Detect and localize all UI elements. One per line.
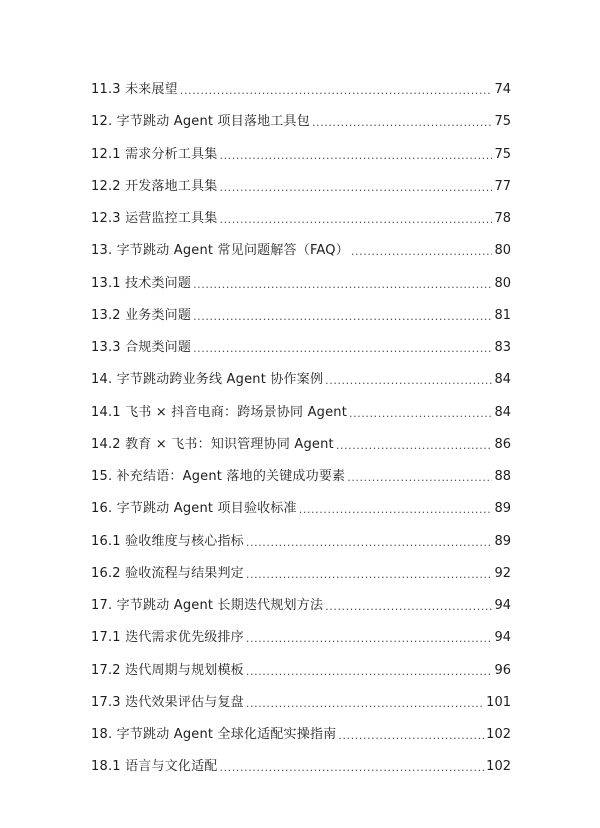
toc-entry-title: 16.1 验收维度与核心指标 <box>91 533 244 549</box>
toc-entry[interactable] <box>91 171 511 203</box>
dot-leader <box>246 631 493 647</box>
toc-entry-title: 15. 补充结语：Agent 落地的关键成功要素 <box>91 469 346 485</box>
toc-entry[interactable] <box>91 558 511 590</box>
dot-leader <box>180 83 493 99</box>
dot-leader <box>193 341 492 357</box>
dot-leader <box>349 406 492 422</box>
toc-entry-page-number: 74 <box>494 82 511 98</box>
toc-entry-title: 18.1 语言与文化适配 <box>91 759 218 775</box>
toc-entry-title: 11.3 未来展望 <box>91 82 178 98</box>
toc-entry[interactable] <box>91 300 511 332</box>
toc-entry[interactable] <box>91 429 511 461</box>
dot-leader <box>219 148 492 164</box>
toc-entry-title: 17.1 迭代需求优先级排序 <box>91 630 244 646</box>
toc-entry[interactable] <box>91 268 511 300</box>
toc-entry-page-number: 92 <box>494 565 511 581</box>
dot-leader <box>336 438 493 454</box>
toc-entry-page-number: 75 <box>494 114 511 130</box>
toc-entry[interactable] <box>91 235 511 267</box>
toc-entry-page-number: 81 <box>494 307 511 323</box>
dot-leader <box>312 115 493 131</box>
toc-entry-page-number: 75 <box>494 146 511 162</box>
toc-entry[interactable] <box>91 751 511 783</box>
toc-entry-title: 13.1 技术类问题 <box>91 275 192 291</box>
toc-entry[interactable] <box>91 203 511 235</box>
toc-entry-title: 13. 字节跳动 Agent 常见问题解答（FAQ） <box>91 243 349 259</box>
toc-entry[interactable] <box>91 364 511 396</box>
dot-leader <box>246 567 493 583</box>
toc-entry-page-number: 94 <box>494 598 511 614</box>
toc-entry[interactable] <box>91 461 511 493</box>
toc-entry-page-number: 86 <box>494 436 511 452</box>
toc-entry-title: 17.3 迭代效果评估与复盘 <box>91 694 244 710</box>
toc-entry[interactable] <box>91 719 511 751</box>
toc-entry-page-number: 83 <box>494 340 511 356</box>
toc-entry-title: 17.2 迭代周期与规划模板 <box>91 662 244 678</box>
dot-leader <box>347 470 492 486</box>
toc-entry[interactable] <box>91 655 511 687</box>
dot-leader <box>219 760 484 776</box>
dot-leader <box>246 696 484 712</box>
dot-leader <box>338 728 484 744</box>
toc-entry-page-number: 94 <box>494 630 511 646</box>
dot-leader <box>325 373 492 389</box>
dot-leader <box>325 599 492 615</box>
toc-entry-title: 17. 字节跳动 Agent 长期迭代规划方法 <box>91 598 324 614</box>
dot-leader <box>219 212 492 228</box>
toc-entry-page-number: 96 <box>494 662 511 678</box>
toc-entry-page-number: 84 <box>494 372 511 388</box>
dot-leader <box>193 277 492 293</box>
toc-entry[interactable] <box>91 106 511 138</box>
dot-leader <box>299 502 493 518</box>
toc-entry-page-number: 102 <box>486 759 511 775</box>
toc-entry[interactable] <box>91 139 511 171</box>
toc-entry-page-number: 80 <box>494 275 511 291</box>
dot-leader <box>246 535 493 551</box>
toc-entry-page-number: 77 <box>494 178 511 194</box>
toc-entry-title: 16.2 验收流程与结果判定 <box>91 565 244 581</box>
toc-entry-title: 14.1 飞书 × 抖音电商：跨场景协同 Agent <box>91 404 348 420</box>
toc-entry-title: 12.3 运营监控工具集 <box>91 211 218 227</box>
toc-entry-page-number: 101 <box>486 694 511 710</box>
toc-entry-title: 12.2 开发落地工具集 <box>91 178 218 194</box>
toc-entry-title: 18. 字节跳动 Agent 全球化适配实操指南 <box>91 727 337 743</box>
toc-entry[interactable] <box>91 74 511 106</box>
toc-entry[interactable] <box>91 397 511 429</box>
dot-leader <box>351 244 493 260</box>
toc-entry[interactable] <box>91 526 511 558</box>
toc-entry-page-number: 80 <box>494 243 511 259</box>
dot-leader <box>219 180 492 196</box>
toc-entry-page-number: 102 <box>486 727 511 743</box>
toc-entry-title: 14. 字节跳动跨业务线 Agent 协作案例 <box>91 372 324 388</box>
dot-leader <box>246 664 493 680</box>
table-of-contents <box>91 74 511 784</box>
toc-entry-title: 13.3 合规类问题 <box>91 340 192 356</box>
toc-entry[interactable] <box>91 493 511 525</box>
dot-leader <box>193 309 492 325</box>
toc-entry-title: 13.2 业务类问题 <box>91 307 192 323</box>
toc-entry-page-number: 84 <box>494 404 511 420</box>
toc-entry-page-number: 89 <box>494 533 511 549</box>
toc-entry-title: 16. 字节跳动 Agent 项目验收标准 <box>91 501 297 517</box>
toc-entry-title: 14.2 教育 × 飞书：知识管理协同 Agent <box>91 436 334 452</box>
toc-entry[interactable] <box>91 590 511 622</box>
toc-entry-page-number: 88 <box>494 469 511 485</box>
toc-entry-page-number: 78 <box>494 211 511 227</box>
toc-entry-page-number: 89 <box>494 501 511 517</box>
toc-entry-title: 12. 字节跳动 Agent 项目落地工具包 <box>91 114 310 130</box>
toc-entry[interactable] <box>91 687 511 719</box>
toc-entry[interactable] <box>91 622 511 654</box>
toc-entry-title: 12.1 需求分析工具集 <box>91 146 218 162</box>
toc-entry[interactable] <box>91 332 511 364</box>
